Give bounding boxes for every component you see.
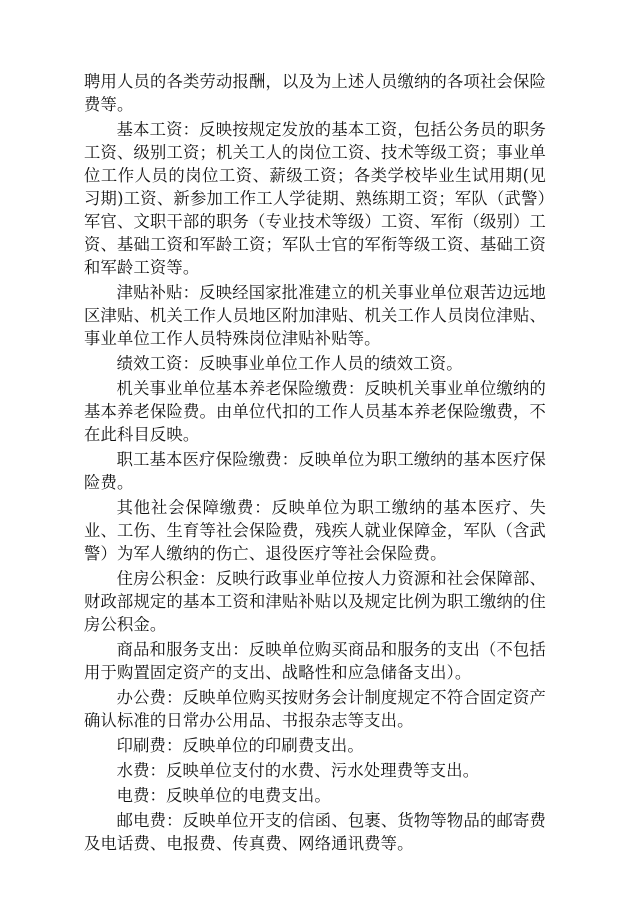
paragraph-goods-services: 商品和服务支出：反映单位购买商品和服务的支出（不包括用于购置固定资产的支出、战略性和应急储备支出）。 <box>84 640 546 682</box>
paragraph-water-expenses: 水费：反映单位支付的水费、污水处理费等支出。 <box>116 761 480 780</box>
paragraph-housing-fund: 住房公积金：反映行政事业单位按人力资源和社会保障部、财政部规定的基本工资和津贴补贴以及规定比例为职工缴纳的住房公积金。 <box>84 569 546 634</box>
paragraph-electricity-expenses: 电费：反映单位的电费支出。 <box>116 786 331 805</box>
paragraph-postal-telecom-expenses: 邮电费：反映单位开支的信函、包裹、货物等物品的邮寄费及电话费、电报费、传真费、网络通讯费等。 <box>84 811 546 853</box>
paragraph-basic-salary: 基本工资：反映按规定发放的基本工资，包括公务员的职务工资、级别工资；机关工人的岗位工资、技术等级工资；事业单位工作人员的岗位工资、薪级工资；各类学校毕业生试用期(见习期)工资、新参加工作工人学徒期、熟练期工资；军队（武警）军官、文职干部的职务（专业技术等级）工资、军衔（级别）工资、基础工资和军龄工资；军队士官的军衔等级工资、基础工资和军龄工资等。 <box>84 120 546 277</box>
paragraph-printing-expenses: 印刷费：反映单位的印刷费支出。 <box>116 736 364 755</box>
paragraph-office-expenses: 办公费：反映单位购买按财务会计制度规定不符合固定资产确认标准的日常办公用品、书报杂志等支出。 <box>84 688 546 730</box>
paragraph-allowances: 津贴补贴：反映经国家批准建立的机关事业单位艰苦边远地区津贴、机关工作人员地区附加津贴、机关工作人员岗位津贴、事业单位工作人员特殊岗位津贴补贴等。 <box>84 283 546 348</box>
paragraph-medical-insurance: 职工基本医疗保险缴费：反映单位为职工缴纳的基本医疗保险费。 <box>84 450 546 492</box>
document-body <box>84 70 546 857</box>
paragraph-performance-pay: 绩效工资：反映事业单位工作人员的绩效工资。 <box>116 354 463 373</box>
paragraph-other-social-security: 其他社会保障缴费：反映单位为职工缴纳的基本医疗、失业、工伤、生育等社会保险费，残疾人就业保障金，军队（含武警）为军人缴纳的伤亡、退役医疗等社会保险费。 <box>84 498 546 563</box>
paragraph-continuation: 聘用人员的各类劳动报酬，以及为上述人员缴纳的各项社会保险费等。 <box>84 72 546 114</box>
paragraph-pension-insurance: 机关事业单位基本养老保险缴费：反映机关事业单位缴纳的基本养老保险费。由单位代扣的工作人员基本养老保险缴费，不在此科目反映。 <box>84 379 546 444</box>
